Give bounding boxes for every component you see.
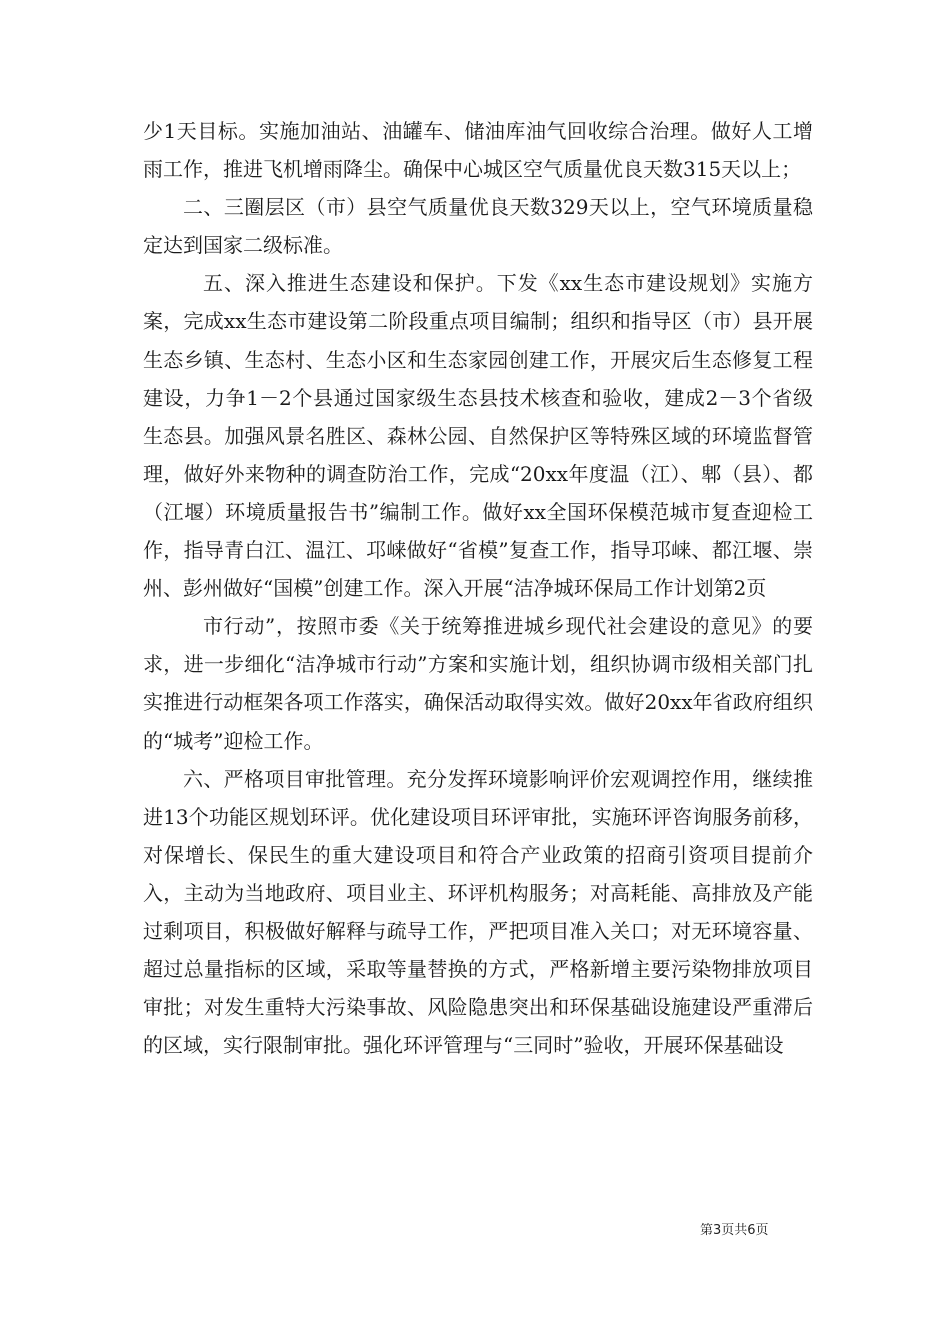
paragraph-1: 少1天目标。实施加油站、油罐车、储油库油气回收综合治理。做好人工增雨工作，推进飞机增雨降尘。确保中心城区空气质量优良天数315天以上； — [143, 119, 813, 182]
paragraph-3: 五、深入推进生态建设和保护。下发《xx生态市建设规划》实施方案，完成xx生态市建设第二阶段重点项目编制；组织和指导区（市）县开展生态乡镇、生态村、生态小区和生态家园创建工作，开展灾后生态修复工程建设，力争1－2个县通过国家级生态县技术核查和验收，建成2－3个省级生态县。加强风景名胜区、森林公园、自然保护区等特殊区域的环境监督管理，做好外来物种的调查防治工作，完成“20xx年度温（江）、郫（县）、都（江堰）环境质量报告书”编制工作。做好xx全国环保模范城市复查迎检工作，指导青白江、温江、邛崃做好“省模”复查工作，指导邛崃、都江堰、崇州、彭州做好“国模”创建工作。深入开展“洁净城环保局工作计划第2页 — [143, 271, 813, 601]
document-body — [143, 112, 813, 1064]
paragraph-2: 二、三圈层区（市）县空气质量优良天数329天以上，空气环境质量稳定达到国家二级标准。 — [143, 195, 813, 258]
page-number: 第3页共6页 — [700, 1223, 769, 1238]
paragraph-4: 市行动”，按照市委《关于统筹推进城乡现代社会建设的意见》的要求，进一步细化“洁净城市行动”方案和实施计划，组织协调市级相关部门扎实推进行动框架各项工作落实，确保活动取得实效。做好20xx年省政府组织的“城考”迎检工作。 — [143, 614, 813, 753]
paragraph-5: 六、严格项目审批管理。充分发挥环境影响评价宏观调控作用，继续推进13个功能区规划环评。优化建设项目环评审批，实施环评咨询服务前移，对保增长、保民生的重大建设项目和符合产业政策的招商引资项目提前介入，主动为当地政府、项目业主、环评机构服务；对高耗能、高排放及产能过剩项目，积极做好解释与疏导工作，严把项目准入关口；对无环境容量、超过总量指标的区域，采取等量替换的方式，严格新增主要污染物排放项目审批；对发生重特大污染事故、风险隐患突出和环保基础设施建设严重滞后的区域，实行限制审批。强化环评管理与“三同时”验收，开展环保基础设 — [143, 766, 813, 1058]
